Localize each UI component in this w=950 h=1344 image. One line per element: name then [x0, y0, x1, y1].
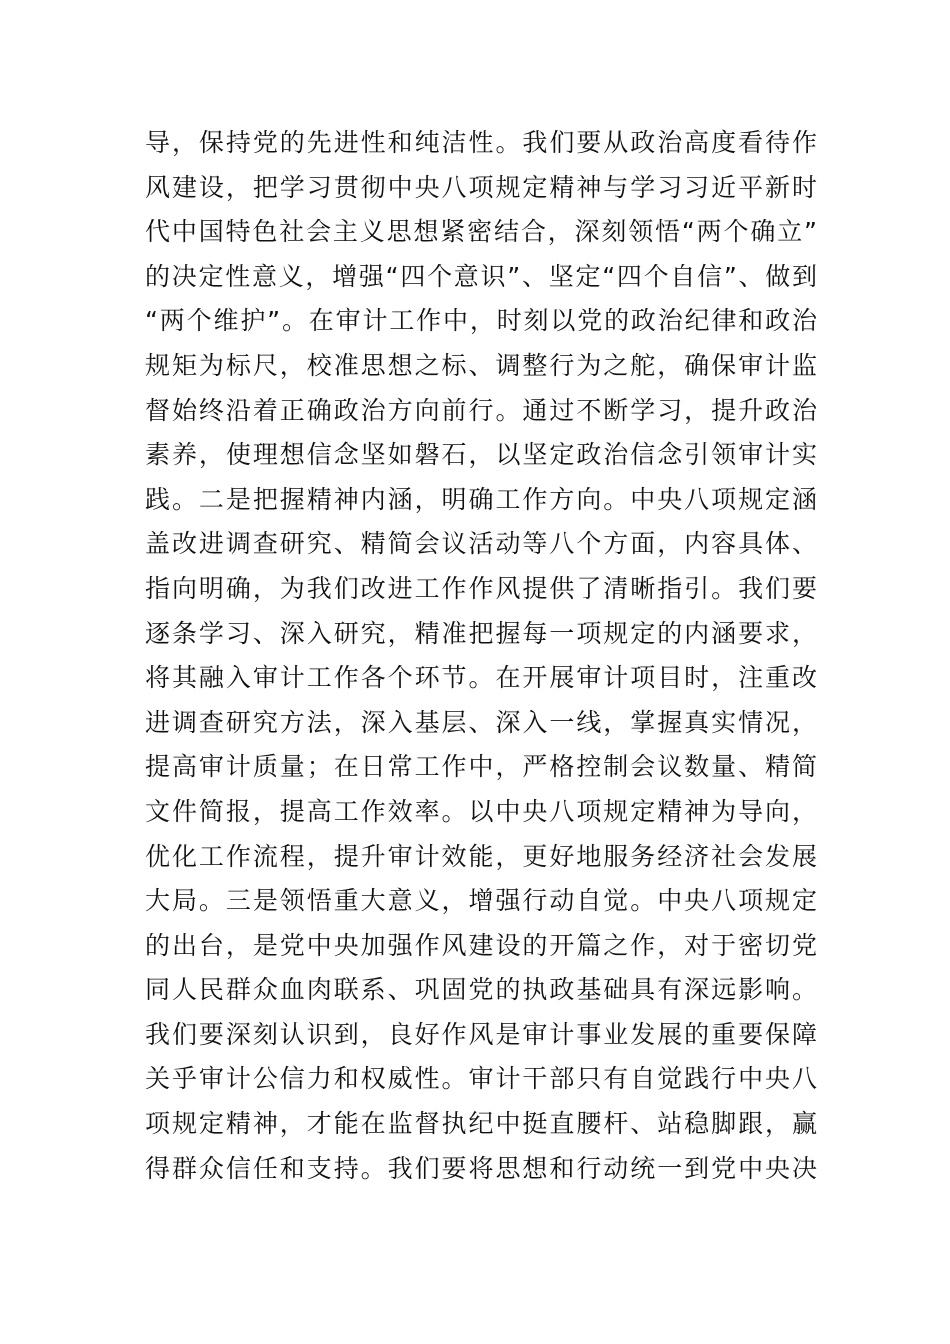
text-line: 盖改进调查研究、精简会议活动等八个方面，内容具体、 [145, 529, 817, 559]
text-line: 关乎审计公信力和权威性。审计干部只有自觉践行中央八 [145, 1064, 817, 1094]
text-line: 践。二是把握精神内涵，明确工作方向。中央八项规定涵 [145, 484, 817, 514]
text-line: 的决定性意义，增强“四个意识”、坚定“四个自信”、做到 [145, 261, 817, 291]
text-line: 逐条学习、深入研究，精准把握每一项规定的内涵要求， [145, 618, 817, 648]
text-line: 将其融入审计工作各个环节。在开展审计项目时，注重改 [145, 663, 817, 693]
document-body [145, 121, 817, 1191]
text-line: 我们要深刻认识到，良好作风是审计事业发展的重要保障 [145, 1019, 817, 1049]
text-line: 项规定精神，才能在监督执纪中挺直腰杆、站稳脚跟，赢 [145, 1109, 817, 1139]
text-line: 同人民群众血肉联系、巩固党的执政基础具有深远影响。 [145, 975, 817, 1005]
text-line: 督始终沿着正确政治方向前行。通过不断学习，提升政治 [145, 395, 817, 425]
text-line: 素养，使理想信念坚如磐石，以坚定政治信念引领审计实 [145, 440, 817, 470]
text-line: 优化工作流程，提升审计效能，更好地服务经济社会发展 [145, 841, 817, 871]
text-line: “两个维护”。在审计工作中，时刻以党的政治纪律和政治 [145, 306, 817, 336]
text-line: 导，保持党的先进性和纯洁性。我们要从政治高度看待作 [145, 128, 817, 157]
text-line: 的出台，是党中央加强作风建设的开篇之作，对于密切党 [145, 930, 817, 960]
text-line: 大局。三是领悟重大意义，增强行动自觉。中央八项规定 [145, 886, 817, 916]
text-line: 代中国特色社会主义思想紧密结合，深刻领悟“两个确立” [145, 217, 817, 247]
text-line: 指向明确，为我们改进工作作风提供了清晰指引。我们要 [145, 573, 817, 603]
text-line: 规矩为标尺，校准思想之标、调整行为之舵，确保审计监 [145, 350, 817, 380]
text-line: 风建设，把学习贯彻中央八项规定精神与学习习近平新时 [145, 172, 817, 202]
text-line: 进调查研究方法，深入基层、深入一线，掌握真实情况， [145, 707, 817, 737]
text-line: 文件简报，提高工作效率。以中央八项规定精神为导向， [145, 796, 817, 826]
text-line: 提高审计质量；在日常工作中，严格控制会议数量、精简 [145, 752, 817, 782]
text-line: 得群众信任和支持。我们要将思想和行动统一到党中央决 [145, 1153, 817, 1183]
